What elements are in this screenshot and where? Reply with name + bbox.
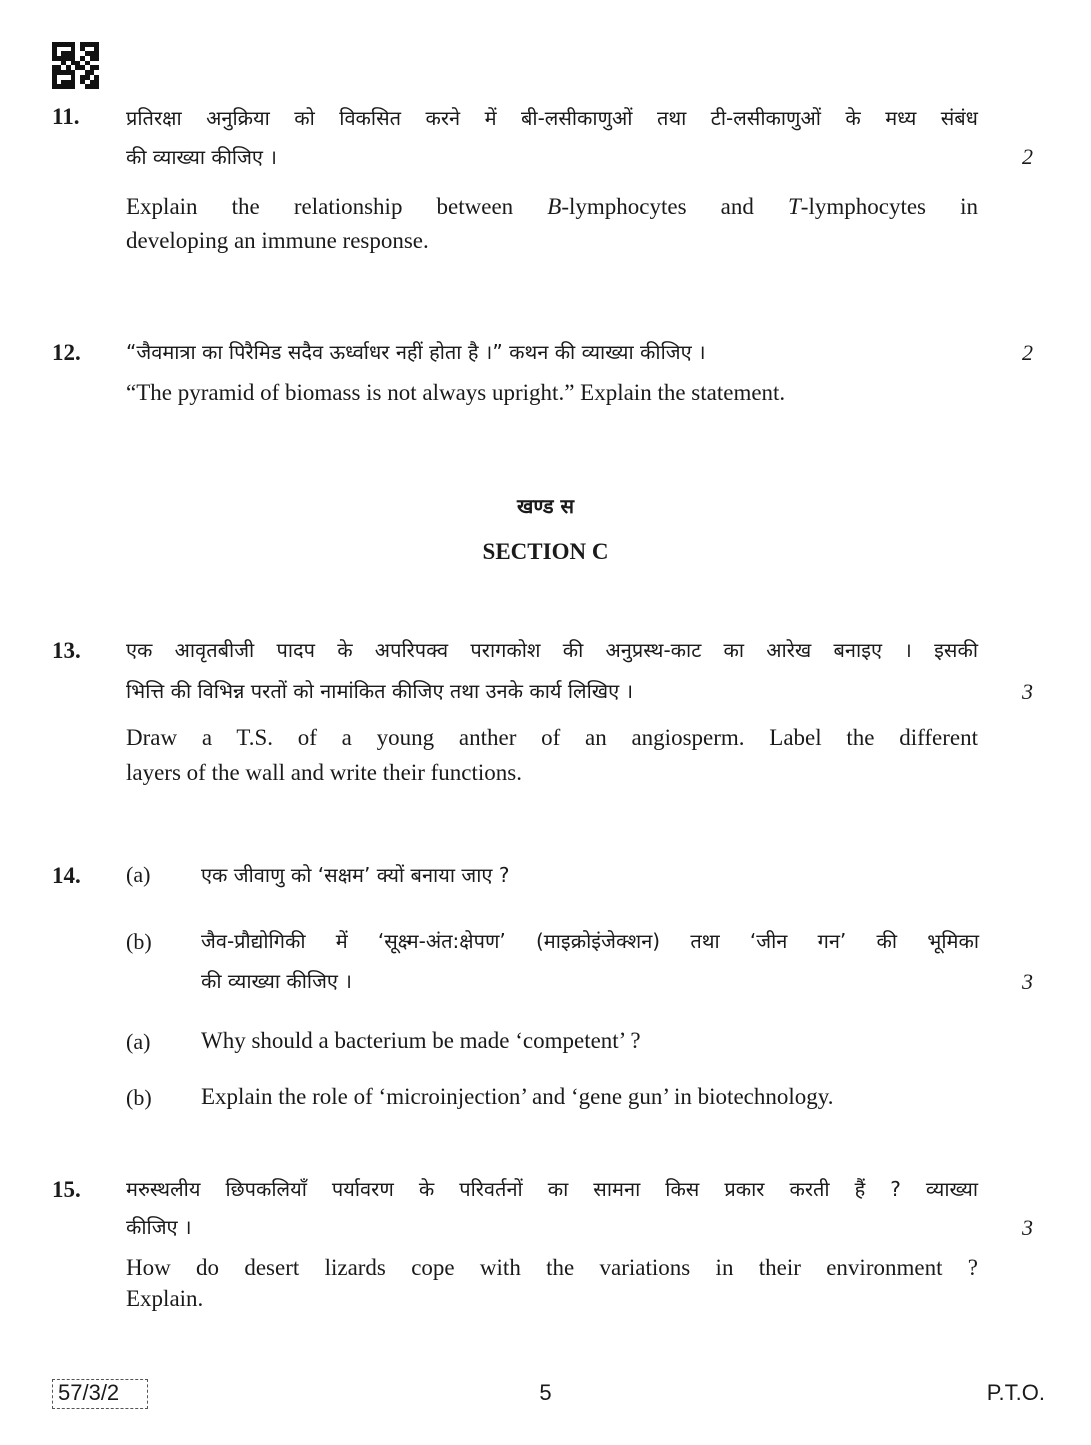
q13-hindi-line-2: भित्ति की विभिन्न परतों को नामांकित कीजिए तथा उनके कार्य लिखिए ।	[126, 679, 634, 703]
q13-hindi-line-1: एक आवृतबीजी पादप के अपरिपक्व परागकोश की अनुप्रस्थ-काट का आरेख बनाइए । इसकी	[126, 638, 978, 662]
q15-marks: 3	[1022, 1215, 1033, 1240]
q14-english-label-a: (a)	[126, 1029, 151, 1054]
q11-english-line-1: Explain the relationship between B-lymphocytes and T-lymphocytes in	[126, 194, 978, 219]
q11-marks: 2	[1022, 144, 1033, 169]
q15-hindi-line-1: मरुस्थलीय छिपकलियाँ पर्यावरण के परिवर्तनों का सामना किस प्रकार करती हैं ? व्याख्या	[126, 1177, 978, 1201]
section-title-english: SECTION C	[482, 539, 609, 564]
q14-english-label-b: (b)	[126, 1085, 152, 1110]
q13-marks: 3	[1022, 679, 1033, 704]
q14-hindi-part-a: एक जीवाणु को ‘सक्षम’ क्यों बनाया जाए ?	[201, 863, 510, 887]
q13-english-line-2: layers of the wall and write their functions.	[126, 760, 522, 785]
question-number-14: 14.	[52, 863, 81, 888]
q14-hindi-label-a: (a)	[126, 862, 151, 887]
q12-english-line-1: “The pyramid of biomass is not always upright.” Explain the statement.	[126, 380, 786, 405]
question-number-13: 13.	[52, 638, 81, 663]
q11-english-line-2: developing an immune response.	[126, 228, 429, 253]
paper-code: 57/3/2	[58, 1380, 120, 1405]
q14-english-part-a: Why should a bacterium be made ‘competent’ ?	[201, 1028, 641, 1053]
q14-hindi-label-b: (b)	[126, 929, 152, 954]
q11-hindi-line-1: प्रतिरक्षा अनुक्रिया को विकसित करने में बी-लसीकाणुओं तथा टी-लसीकाणुओं के मध्य संबंध	[126, 106, 978, 130]
section-title-hindi: खण्ड स	[516, 494, 575, 518]
please-turn-over: P.T.O.	[986, 1380, 1045, 1405]
q12-marks: 2	[1022, 340, 1033, 365]
q15-english-line-1: How do desert lizards cope with the variations in their environment ?	[126, 1255, 978, 1280]
q11-hindi-line-2: की व्याख्या कीजिए ।	[126, 145, 277, 169]
page-number: 5	[539, 1380, 552, 1405]
q15-english-line-2: Explain.	[126, 1286, 204, 1311]
q14-english-part-b: Explain the role of ‘microinjection’ and ‘gene gun’ in biotechnology.	[201, 1084, 834, 1109]
question-number-12: 12.	[52, 340, 81, 365]
q13-english-line-1: Draw a T.S. of a young anther of an angiosperm. Label the different	[126, 725, 978, 750]
q12-hindi-line-1: “जैवमात्रा का पिरैमिड सदैव ऊर्ध्वाधर नहीं होता है ।” कथन की व्याख्या कीजिए ।	[126, 340, 706, 364]
q14-hindi-part-b-line-2: की व्याख्या कीजिए ।	[201, 969, 352, 993]
qr-code	[52, 42, 99, 89]
q14-marks: 3	[1022, 969, 1033, 994]
q15-hindi-line-2: कीजिए ।	[126, 1215, 192, 1239]
question-number-15: 15.	[52, 1177, 81, 1202]
question-number-11: 11.	[52, 104, 80, 129]
q14-hindi-part-b-line-1: जैव-प्रौद्योगिकी में ‘सूक्ष्म-अंत:क्षेपण’ (माइक्रोइंजेक्शन) तथा ‘जीन गन’ की भूमिका	[201, 929, 979, 953]
